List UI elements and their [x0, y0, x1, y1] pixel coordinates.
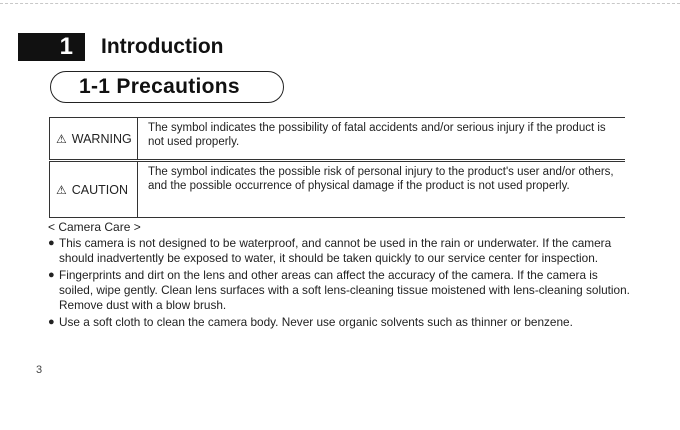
bullet-icon: ● — [48, 237, 55, 249]
section-title: 1-1 Precautions — [50, 71, 284, 103]
chapter-header — [18, 33, 223, 61]
caution-notice — [49, 161, 625, 218]
list-item — [48, 236, 633, 266]
warning-label-cell — [50, 118, 138, 159]
warning-notice — [49, 117, 625, 160]
page-number: 3 — [36, 364, 43, 376]
warning-label: WARNING — [71, 131, 132, 146]
list-item — [48, 315, 633, 330]
camera-care-heading: < Camera Care > — [48, 220, 141, 234]
caution-label: CAUTION — [71, 182, 129, 197]
chapter-number: 1 — [18, 33, 85, 61]
warning-triangle-icon: ⚠ — [56, 182, 67, 197]
chapter-title: Introduction — [101, 35, 224, 58]
list-item-text: Use a soft cloth to clean the camera body. Never use organic solvents such as thinner or benzene. — [59, 315, 573, 329]
bullet-icon: ● — [48, 269, 55, 281]
camera-care-list — [48, 236, 633, 332]
caution-text: The symbol indicates the possible risk of personal injury to the product's user and/or others, and the possible occurrence of physical damage if the product is not used properly. — [148, 166, 614, 192]
list-item — [48, 268, 633, 313]
caution-label-cell — [50, 162, 138, 217]
list-item-text: Fingerprints and dirt on the lens and other areas can affect the accuracy of the camera. If the camera is soiled, wipe gently. Clean lens surfaces with a soft lens-cleaning tissue moistened with lens-cleaning solution. Remove dust with a blow brush. — [59, 268, 630, 312]
warning-text: The symbol indicates the possibility of fatal accidents and/or serious injury if the product is not used properly. — [148, 122, 606, 148]
bullet-icon: ● — [48, 316, 55, 328]
top-border-line — [0, 3, 680, 4]
warning-triangle-icon: ⚠ — [56, 131, 67, 146]
list-item-text: This camera is not designed to be waterproof, and cannot be used in the rain or underwater. If the camera should inadvertently be exposed to water, it should be taken quickly to our service center for inspection. — [59, 236, 612, 265]
